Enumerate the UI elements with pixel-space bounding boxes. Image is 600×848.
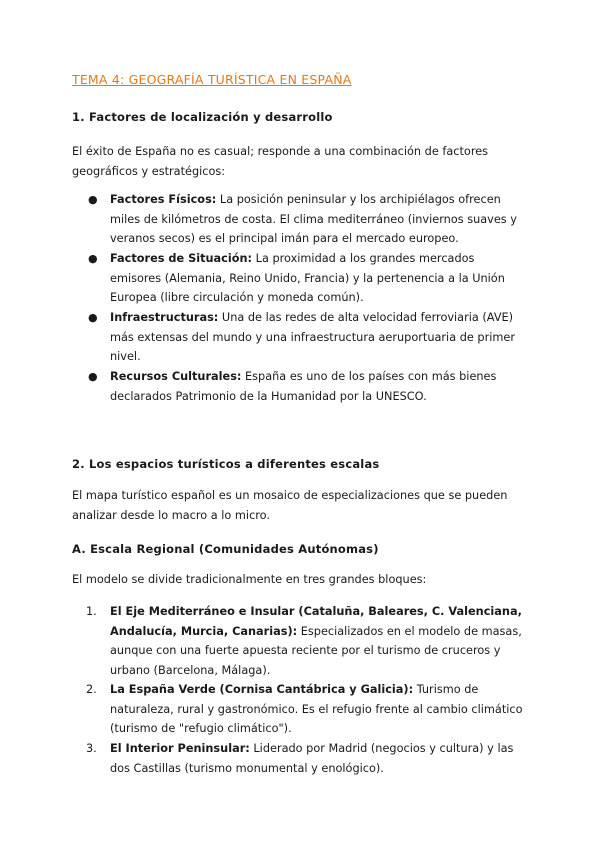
item-text: La proximidad a los grandes mercados emisores (Alemania, Reino Unido, Francia) y la pertenencia a la Unión Europea (libre circulación y moneda común).: [110, 252, 505, 304]
section-2-sub-intro: El modelo se divide tradicionalmente en tres grandes bloques:: [72, 573, 427, 586]
list-item: [88, 308, 525, 367]
item-label: Factores de Situación:: [110, 252, 253, 265]
section-2-subheading: A. Escala Regional (Comunidades Autónomas): [72, 542, 379, 556]
bullet-icon: ●: [88, 252, 98, 265]
item-label: Recursos Culturales:: [110, 370, 242, 383]
item-number: 2.: [86, 683, 97, 696]
item-text: España es uno de los países con más bienes declarados Patrimonio de la Humanidad por la UNESCO.: [110, 370, 497, 403]
list-item: [86, 739, 525, 778]
list-item: [88, 190, 525, 249]
item-text: Una de las redes de alta velocidad ferroviaria (AVE) más extensas del mundo y una infraestructura aeruportuaria de primer nivel.: [110, 311, 515, 363]
list-item: [86, 602, 525, 680]
item-text: Especializados en el modelo de masas, aunque con una fuerte apuesta reciente por el turismo de cruceros y urbano (Barcelona, Málaga).: [110, 624, 522, 677]
list-item: [88, 249, 525, 308]
bullet-icon: ●: [88, 193, 98, 206]
section-2-list: [86, 602, 525, 778]
list-item: [86, 680, 525, 739]
item-number: 3.: [86, 742, 97, 755]
document-title: TEMA 4: GEOGRAFÍA TURÍSTICA EN ESPAÑA: [72, 72, 352, 87]
bullet-icon: ●: [88, 370, 98, 383]
section-2-heading: 2. Los espacios turísticos a diferentes escalas: [72, 457, 380, 471]
item-text: Liderado por Madrid (negocios y cultura) y las dos Castillas (turismo monumental y enológico).: [110, 742, 514, 775]
bullet-icon: ●: [88, 311, 98, 324]
item-label: El Interior Peninsular:: [110, 742, 250, 755]
item-number: 1.: [86, 605, 97, 618]
item-text: La posición peninsular y los archipiélagos ofrecen miles de kilómetros de costa. El clima mediterráneo (inviernos suaves y veranos secos) es el principal imán para el mercado europeo.: [110, 193, 517, 245]
item-text: Turismo de naturaleza, rural y gastronómico. Es el refugio frente al cambio climático (turismo de "refugio climático").: [110, 683, 523, 735]
section-1-list: [88, 190, 525, 406]
section-2-intro: El mapa turístico español es un mosaico de especializaciones que se pueden analizar desde lo macro a lo micro.: [72, 489, 508, 522]
section-1-heading: 1. Factores de localización y desarrollo: [72, 110, 333, 124]
section-1-intro: El éxito de España no es casual; responde a una combinación de factores geográficos y estratégicos:: [72, 145, 489, 178]
list-item: [88, 367, 525, 406]
item-label: Factores Físicos:: [110, 193, 217, 206]
item-label: Infraestructuras:: [110, 311, 219, 324]
item-label: El Eje Mediterráneo e Insular (Cataluña, Baleares, C. Valenciana, Andalucía, Murcia, Canarias):: [110, 605, 522, 638]
item-label: La España Verde (Cornisa Cantábrica y Galicia):: [110, 683, 414, 696]
